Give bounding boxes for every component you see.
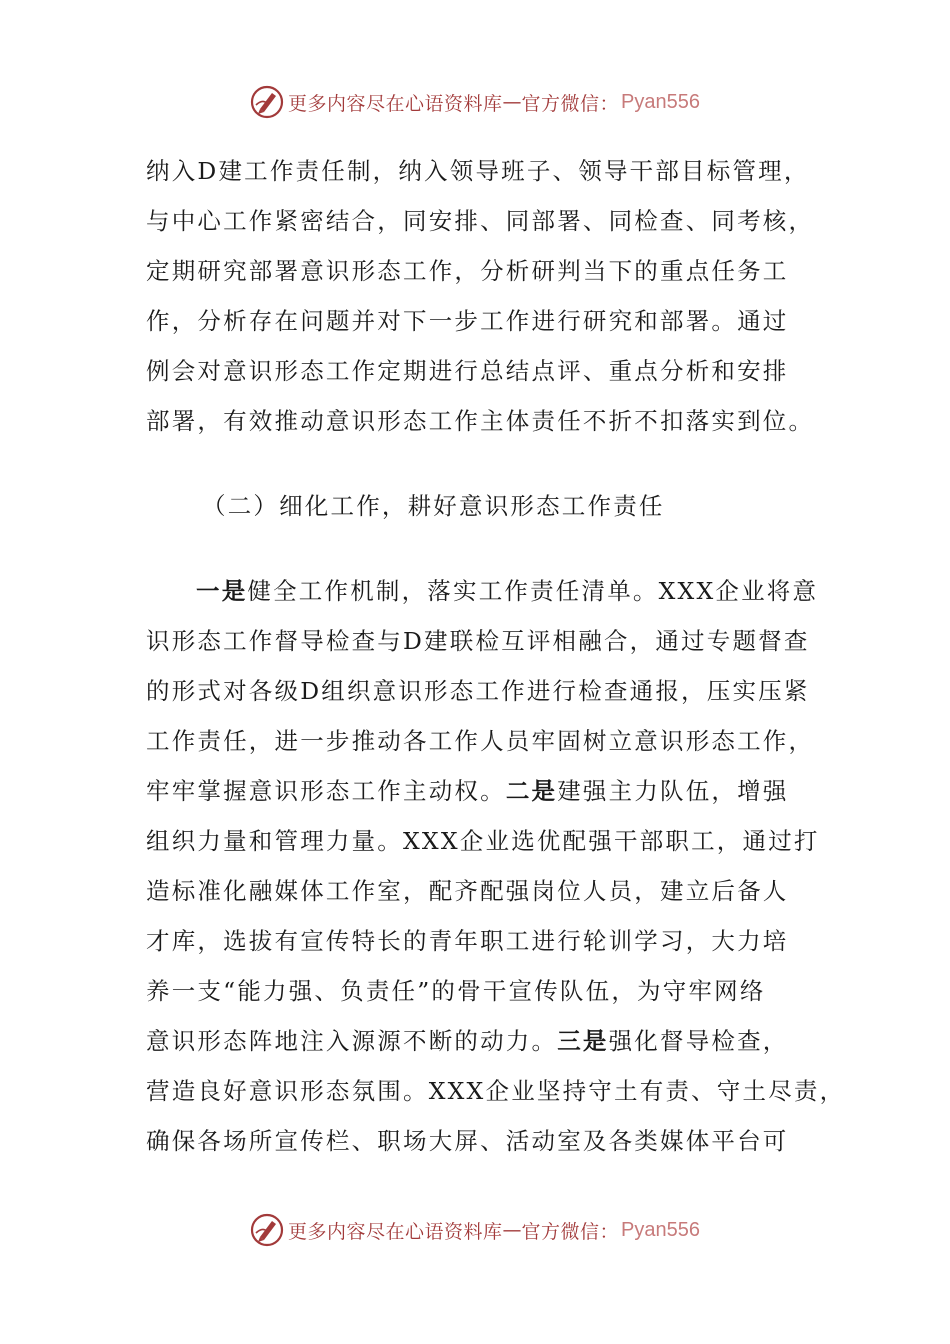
footer-prefix: 官方微信： — [521, 1220, 620, 1243]
paragraph-line: 造标准化融媒体工作室，配齐配强岗位人员，建立后备人 — [146, 877, 789, 905]
paragraph-line: 的形式对各级D组织意识形态工作进行检查通报，压实压紧 — [146, 677, 810, 705]
bold-marker: 三是 — [557, 1027, 609, 1055]
paragraph-line: 作，分析存在问题并对下一步工作进行研究和部署。通过 — [146, 307, 789, 335]
paragraph-line: 营造良好意识形态氛围。XXX企业坚持守土有责、守土尽责， — [146, 1077, 846, 1105]
line-text: 牢牢掌握意识形态工作主动权。 — [146, 777, 506, 805]
paragraph-line — [146, 766, 826, 816]
paragraph-line — [146, 1016, 826, 1066]
paragraph-line: 例会对意识形态工作定期进行总结点评、重点分析和安排 — [146, 357, 789, 385]
section-heading: （二）细化工作，耕好意识形态工作责任 — [202, 492, 665, 520]
paragraph-line: 养一支“能力强、负责任”的骨干宣传队伍，为守牢网络 — [146, 977, 766, 1005]
paragraph-line: 才库，选拔有宣传特长的青年职工进行轮训学习，大力培 — [146, 927, 789, 955]
paragraph-line: 定期研究部署意识形态工作，分析研判当下的重点任务工 — [146, 257, 789, 285]
header-banner — [0, 82, 950, 122]
paragraph-line: 确保各场所宣传栏、职场大屏、活动室及各类媒体平台可 — [146, 1127, 789, 1155]
footer-wechat-id: Pyan556 — [621, 1218, 700, 1241]
paragraph-line — [146, 566, 826, 616]
paragraph-line: 工作责任，进一步推动各工作人员牢固树立意识形态工作， — [146, 727, 815, 755]
paragraph-line: 与中心工作紧密结合，同安排、同部署、同检查、同考核， — [146, 207, 815, 235]
paragraph-line: 部署，有效推动意识形态工作主体责任不折不扣落实到位。 — [146, 407, 815, 435]
line-text: 强化督导检查， — [608, 1027, 789, 1055]
bold-marker: 二是 — [505, 777, 558, 805]
footer-banner — [0, 1210, 950, 1250]
footer-dash: — — [502, 1219, 522, 1241]
header-text: 更多内容尽在心语资料库 — [288, 92, 503, 115]
header-dash: — — [502, 91, 522, 113]
paragraph-line: 识形态工作督导检查与D建联检互评相融合，通过专题督查 — [146, 627, 810, 655]
pen-logo-icon — [250, 85, 284, 119]
pen-logo-icon — [250, 1213, 284, 1247]
line-text: 健全工作机制，落实工作责任清单。XXX企业将意 — [247, 577, 819, 605]
header-wechat-id: Pyan556 — [621, 90, 700, 113]
header-prefix: 官方微信： — [521, 92, 620, 115]
paragraph-line: 组织力量和管理力量。XXX企业选优配强干部职工，通过打 — [146, 827, 820, 855]
footer-text: 更多内容尽在心语资料库 — [288, 1220, 503, 1243]
line-text: 意识形态阵地注入源源不断的动力。 — [146, 1027, 558, 1055]
line-text: 建强主力队伍，增强 — [557, 777, 789, 805]
paragraph-line: 纳入D建工作责任制，纳入领导班子、领导干部目标管理， — [146, 157, 810, 185]
bold-marker: 一是 — [196, 577, 248, 605]
document-body — [146, 146, 846, 1166]
